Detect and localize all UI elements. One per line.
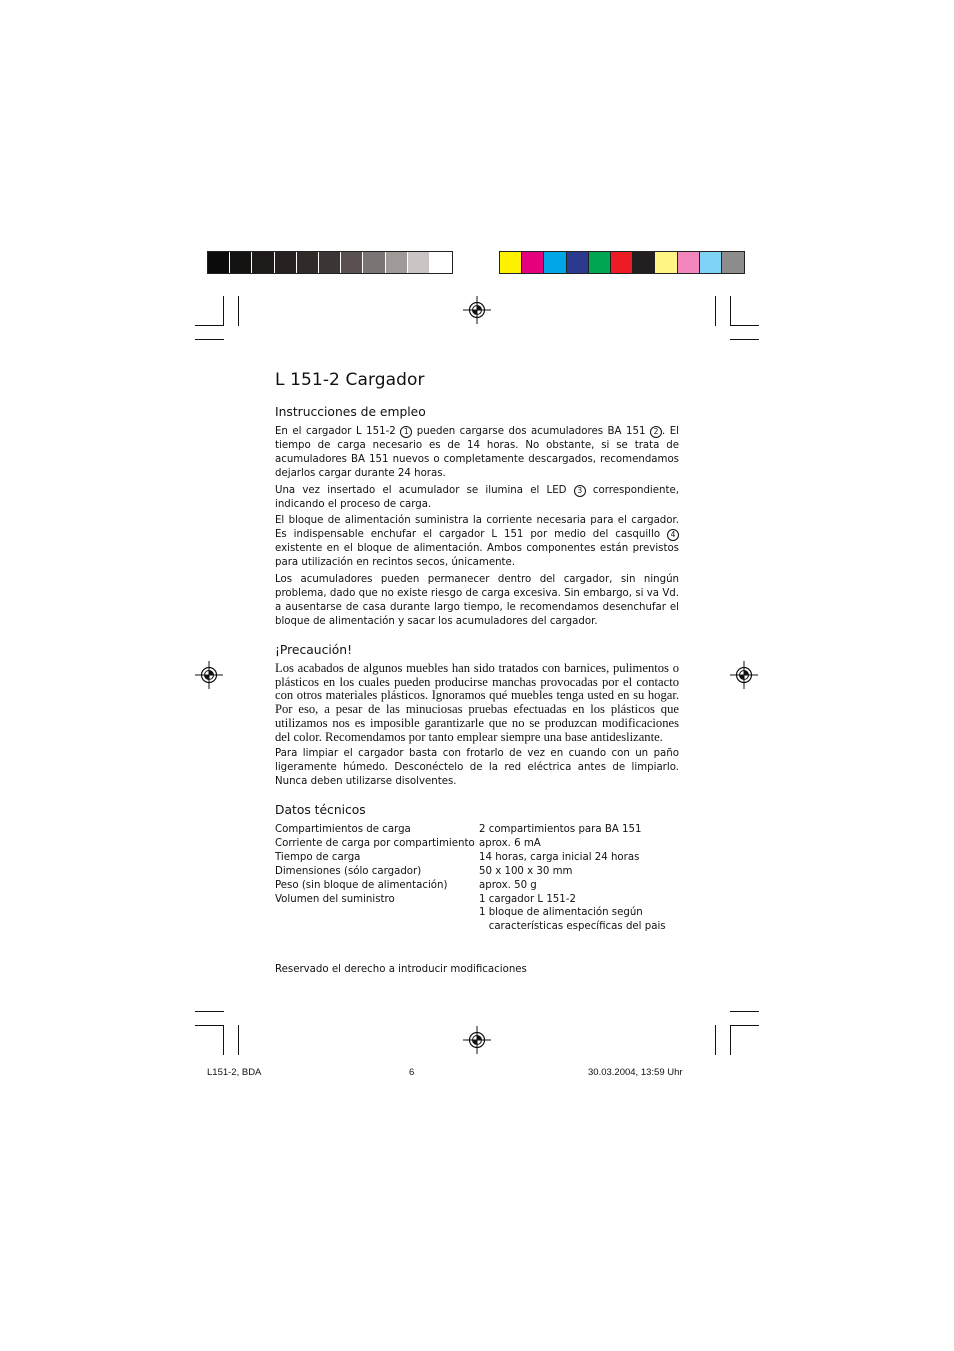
table-row [275, 893, 666, 907]
crop-mark [715, 296, 716, 326]
color-swatch [655, 252, 677, 273]
color-swatch [208, 252, 230, 273]
crop-mark [238, 296, 239, 326]
table-row [275, 851, 666, 865]
crop-mark [195, 1011, 224, 1012]
crop-mark [730, 339, 759, 340]
color-swatch [341, 252, 363, 273]
callout-marker: 2 [650, 426, 662, 438]
spec-value: 1 bloque de alimentación según [479, 907, 643, 919]
registration-target-icon [195, 661, 223, 689]
crop-mark [238, 1025, 239, 1055]
page-title: L 151-2 Cargador [275, 370, 425, 390]
spec-value: 2 compartimientos para BA 151 [479, 824, 642, 835]
footer-page-number: 6 [409, 1067, 415, 1078]
caution-heading: ¡Precaución! [275, 643, 352, 657]
crop-mark [715, 1025, 716, 1055]
color-swatch [363, 252, 385, 273]
spec-label [275, 906, 479, 920]
color-swatch [430, 252, 452, 273]
crop-mark [195, 1025, 224, 1026]
color-swatch [722, 252, 744, 273]
callout-marker: 3 [574, 485, 586, 497]
callout-marker: 1 [400, 426, 412, 438]
technical-data-table [275, 823, 666, 934]
color-swatch [500, 252, 522, 273]
table-row [275, 879, 666, 893]
table-row [275, 920, 666, 934]
crop-mark [223, 296, 224, 326]
crop-mark [223, 1025, 224, 1055]
crop-mark [730, 1011, 759, 1012]
caution-section [275, 662, 679, 789]
color-swatch [611, 252, 633, 273]
color-swatch [319, 252, 341, 273]
instructions-section [275, 425, 679, 629]
spec-value: 1 cargador L 151-2 [479, 893, 576, 905]
spec-label: Volumen del suministro [275, 893, 395, 905]
spec-label: Compartimientos de carga [275, 824, 411, 835]
spec-label: Peso (sin bloque de alimentación) [275, 879, 448, 891]
table-row [275, 906, 666, 920]
spec-value: aprox. 50 g [479, 879, 537, 891]
crop-mark [730, 1025, 759, 1026]
table-row [275, 865, 666, 879]
crop-mark [730, 1025, 731, 1055]
crop-mark [730, 296, 731, 326]
color-swatch [297, 252, 319, 273]
color-swatch [544, 252, 566, 273]
registration-target-icon [463, 296, 491, 324]
spec-value: características específicas del pais [479, 921, 666, 933]
color-swatch [567, 252, 589, 273]
color-swatch [633, 252, 655, 273]
spec-value: aprox. 6 mA [479, 837, 541, 849]
crop-mark [195, 339, 224, 340]
color-swatch [522, 252, 544, 273]
spec-label: Corriente de carga por compartimiento [275, 837, 475, 849]
table-row [275, 837, 666, 851]
grayscale-calibration-bar [207, 251, 453, 274]
callout-marker: 4 [667, 529, 679, 541]
color-swatch [230, 252, 252, 273]
spec-value: 50 x 100 x 30 mm [479, 865, 573, 877]
spec-label: Tiempo de carga [275, 851, 361, 863]
instructions-heading: Instrucciones de empleo [275, 405, 426, 419]
instructions-paragraph: Una vez insertado el acumulador se ilumina el LED 3 correspondiente, indicando el proceso de carga. [275, 484, 679, 510]
spec-label: Dimensiones (sólo cargador) [275, 865, 422, 877]
color-swatch [678, 252, 700, 273]
instructions-paragraph: El bloque de alimentación suministra la corriente necesaria para el cargador. Es indispensable enchufar el cargador L 151 por medio del casquillo 4 existente en el bloque de alimentación. Ambos componentes están previstos para utilización en recintos secos, únicamente. [275, 515, 679, 569]
registration-target-icon [463, 1026, 491, 1054]
crop-mark [195, 325, 224, 326]
color-swatch [408, 252, 430, 273]
registration-target-icon [730, 661, 758, 689]
instructions-paragraph: En el cargador L 151-2 1 pueden cargarse dos acumuladores BA 151 2 . El tiempo de carga necesario es de 14 horas. No obstante, si se trata de acumuladores BA 151 nuevos o completamente descargados, recomendamos dejarlos cargar durante 24 horas. [275, 426, 680, 479]
instructions-paragraph: Los acumuladores pueden permanecer dentro del cargador, sin ningún problema, dado que no existe riesgo de carga excesiva. Sin embargo, si va Vd. a ausentarse de casa durante largo tiempo, le recomendamos desenchufar el bloque de alimentación y sacar los acumuladores del cargador. [275, 574, 679, 627]
color-swatch [386, 252, 408, 273]
color-swatch [700, 252, 722, 273]
footer-timestamp: 30.03.2004, 13:59 Uhr [588, 1067, 683, 1078]
color-swatch [252, 252, 274, 273]
color-swatch [275, 252, 297, 273]
process-color-calibration-bar [499, 251, 745, 274]
table-row [275, 823, 666, 837]
color-swatch [589, 252, 611, 273]
spec-label [275, 920, 479, 934]
cleaning-paragraph: Para limpiar el cargador basta con frotarlo de vez en cuando con un paño ligeramente húmedo. Desconéctelo de la red eléctrica antes de limpiarlo. Nunca deben utilizarse disolventes. [275, 748, 679, 788]
spec-value: 14 horas, carga inicial 24 horas [479, 851, 640, 863]
caution-paragraph: Los acabados de algunos muebles han sido tratados con barnices, pulimentos o plásticos en los cuales pueden producirse manchas provocadas por el contacto con otros materiales plásticos. Ignoramos qué muebles tenga usted en su hogar. Por eso, a pesar de las minuciosas pruebas efectuadas en los plásticos que utilizamos nos es imposible garantizarle que no se produzcan modificaciones del color. Recomendamos por tanto emplear siempre una base antideslizante. [275, 661, 679, 744]
technical-heading: Datos técnicos [275, 803, 366, 817]
crop-mark [730, 325, 759, 326]
footer-file-name: L151-2, BDA [207, 1067, 262, 1078]
reserved-rights-note: Reservado el derecho a introducir modificaciones [275, 964, 527, 975]
